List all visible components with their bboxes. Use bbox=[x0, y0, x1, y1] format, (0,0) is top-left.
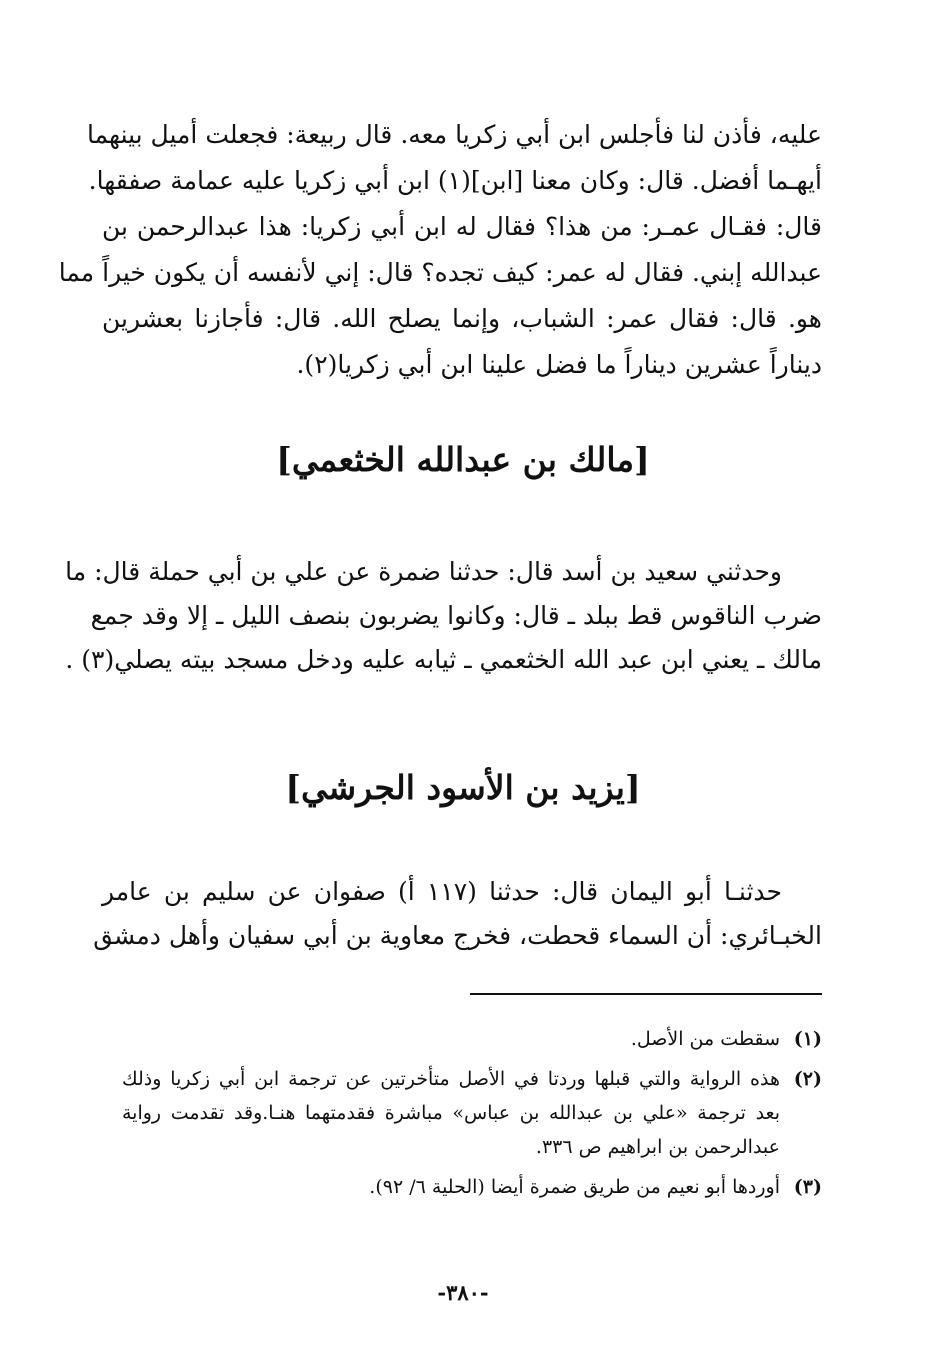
paragraph-1-line: عليه، فأذن لنا فأجلس ابن أبي زكريا معه. قال ربيعة: فجعلت أميل بينهما bbox=[86, 120, 822, 149]
paragraph-2 bbox=[65, 550, 822, 682]
footnote-body bbox=[122, 1062, 780, 1164]
footnote-number: (٢) bbox=[793, 1068, 822, 1090]
section-heading-yazid: [يزيد بن الأسود الجرشي] bbox=[285, 768, 641, 807]
paragraph-1-line: ديناراً عشرين ديناراً ما فضل علينا ابن أبي زكريا(٢). bbox=[296, 350, 822, 379]
footnote-line: بعد ترجمة «علي بن عبدالله بن عباس» مباشرة فقدمتهما هنـا.وقد تقدمت رواية bbox=[122, 1102, 780, 1124]
footnote-line: عبدالرحمن بن ابراهيم ص ٣٣٦. bbox=[535, 1136, 780, 1158]
footnote-line: هذه الرواية والتي قبلها وردتا في الأصل متأخرتين عن ترجمة ابن أبي زكريا وذلك bbox=[122, 1068, 780, 1090]
footnote-1 bbox=[122, 1022, 822, 1056]
footnote-number: (١) bbox=[793, 1028, 822, 1050]
footnote-body bbox=[122, 1170, 780, 1204]
footnote-separator bbox=[470, 993, 822, 995]
footnote-line: أوردها أبو نعيم من طريق ضمرة أيضا (الحلية ٦/ ٩٢). bbox=[369, 1176, 780, 1198]
paragraph-2-line: مالك ـ يعني ابن عبد الله الخثعمي ـ ثيابه عليه ودخل مسجد بيته يصلي(٣) . bbox=[65, 645, 822, 674]
paragraph-3-line: حدثنـا أبو اليمان قال: حدثنا (١١٧ أ) صفوان عن سليم بن عامر bbox=[102, 877, 782, 906]
paragraph-2-line: وحدثني سعيد بن أسد قال: حدثنا ضمرة عن علي بن أبي حملة قال: ما bbox=[65, 557, 782, 586]
paragraph-3 bbox=[93, 870, 822, 958]
footnote-3 bbox=[122, 1170, 822, 1204]
paragraph-1-line: أيهـما أفضل. قال: وكان معنا [ابن](١) ابن أبي زكريا عليه عمامة صفقها. bbox=[88, 166, 822, 195]
footnotes bbox=[122, 1022, 822, 1210]
paragraph-2-line: ضرب الناقوس قط ببلد ـ قال: وكانوا يضربون بنصف الليل ـ إلا وقد جمع bbox=[90, 601, 822, 630]
paragraph-3-line: الخبـائري: أن السماء قحطت، فخرج معاوية بن أبي سفيان وأهل دمشق bbox=[93, 921, 822, 950]
footnote-2 bbox=[122, 1062, 822, 1164]
footnote-body bbox=[122, 1022, 780, 1056]
paragraph-1-line: عبدالله إبني. فقال له عمر: كيف تجده؟ قال: إني لأنفسه أن يكون خيراً مما bbox=[58, 258, 822, 287]
paragraph-1-line: قال: فقـال عمـر: من هذا؟ فقال له ابن أبي زكريا: هذا عبدالرحمن بن bbox=[102, 212, 822, 241]
paragraph-1-line: هو. قال: فقال عمر: الشباب، وإنما يصلح الله. قال: فأجازنا بعشرين bbox=[102, 304, 822, 333]
footnote-line: سقطت من الأصل. bbox=[630, 1028, 780, 1050]
section-heading-malik: [مالك بن عبدالله الخثعمي] bbox=[276, 440, 650, 479]
page-number: -٣٨٠- bbox=[437, 1280, 489, 1305]
paragraph-1 bbox=[58, 112, 822, 388]
footnote-number: (٣) bbox=[793, 1176, 822, 1198]
